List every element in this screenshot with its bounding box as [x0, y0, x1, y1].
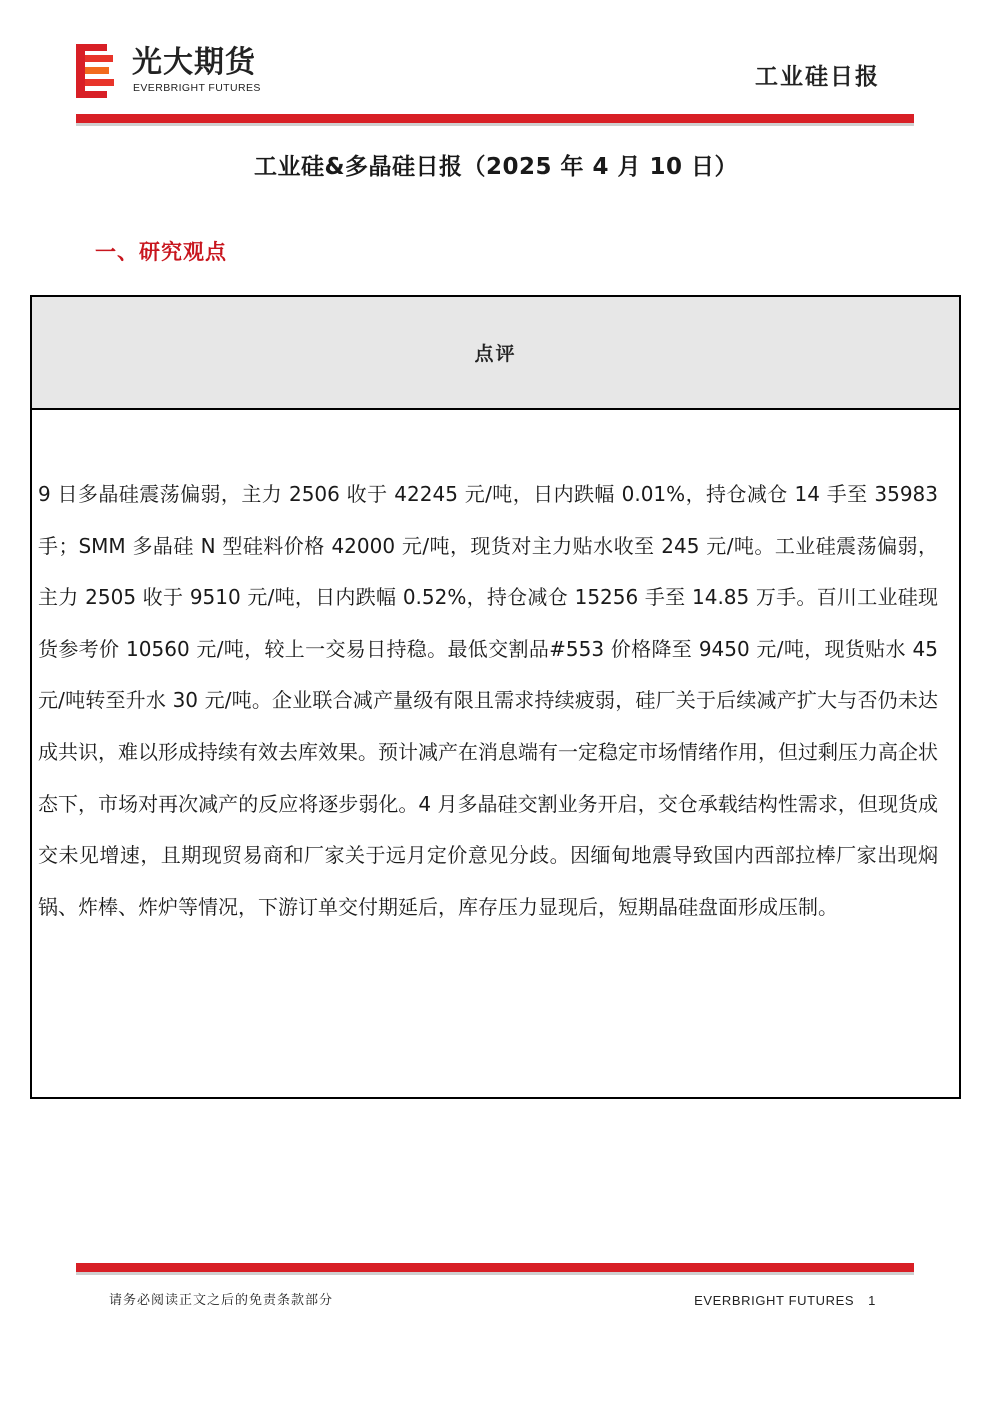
footer-disclaimer: 请务必阅读正文之后的免责条款部分: [109, 1293, 334, 1308]
page-number: 1: [868, 1293, 876, 1308]
everbright-logo-icon: [76, 44, 116, 98]
brand-name-en: EVERBRIGHT FUTURES: [133, 82, 261, 94]
commentary-text: 9 日多晶硅震荡偏弱，主力 2506 收于 42245 元/吨，日内跌幅 0.01%，持仓减仓 14 手至 35983 手；SMM 多晶硅 N 型硅料价格 42000 元/吨，现货对主力贴水收至 245 元/吨。工业硅震荡偏弱，主力 2505 收于 9510 元/吨，日内跌幅 0.52%，持仓减仓 15256 手至 14.85 万手。百川工业硅现货参考价 10560 元/吨，较上一交易日持稳。最低交割品#553 价格降至 9450 元/吨，现货贴水 45 元/吨转至升水 30 元/吨。企业联合减产量级有限且需求持续疲弱，硅厂关于后续减产扩大与否仍未达成共识，难以形成持续有效去库效果。预计减产在消息端有一定稳定市场情绪作用，但过剩压力高企状态下，市场对再次减产的反应将逐步弱化。4 月多晶硅交割业务开启，交仓承载结构性需求，但现货成交未见增速，且期现贸易商和厂家关于远月定价意见分歧。因缅甸地震导致国内西部拉棒厂家出现焖锅、炸棒、炸炉等情况，下游订单交付期延后，库存压力显现后，短期晶硅盘面形成压制。: [38, 482, 938, 919]
table-header-label: 点评: [474, 343, 517, 365]
report-type-header: 工业硅日报: [755, 64, 880, 90]
footer-divider: [76, 1263, 914, 1272]
table-header-cell: [32, 297, 959, 410]
header-divider: [76, 114, 914, 123]
document-title: 工业硅&多晶硅日报（2025 年 4 月 10 日）: [253, 154, 739, 180]
footer-brand: [694, 1292, 876, 1310]
section-heading: 一、研究观点: [95, 240, 227, 264]
brand-name-cn: 光大期货: [132, 45, 256, 80]
footer-brand-en: EVERBRIGHT FUTURES: [694, 1293, 855, 1308]
company-logo: [76, 44, 286, 98]
